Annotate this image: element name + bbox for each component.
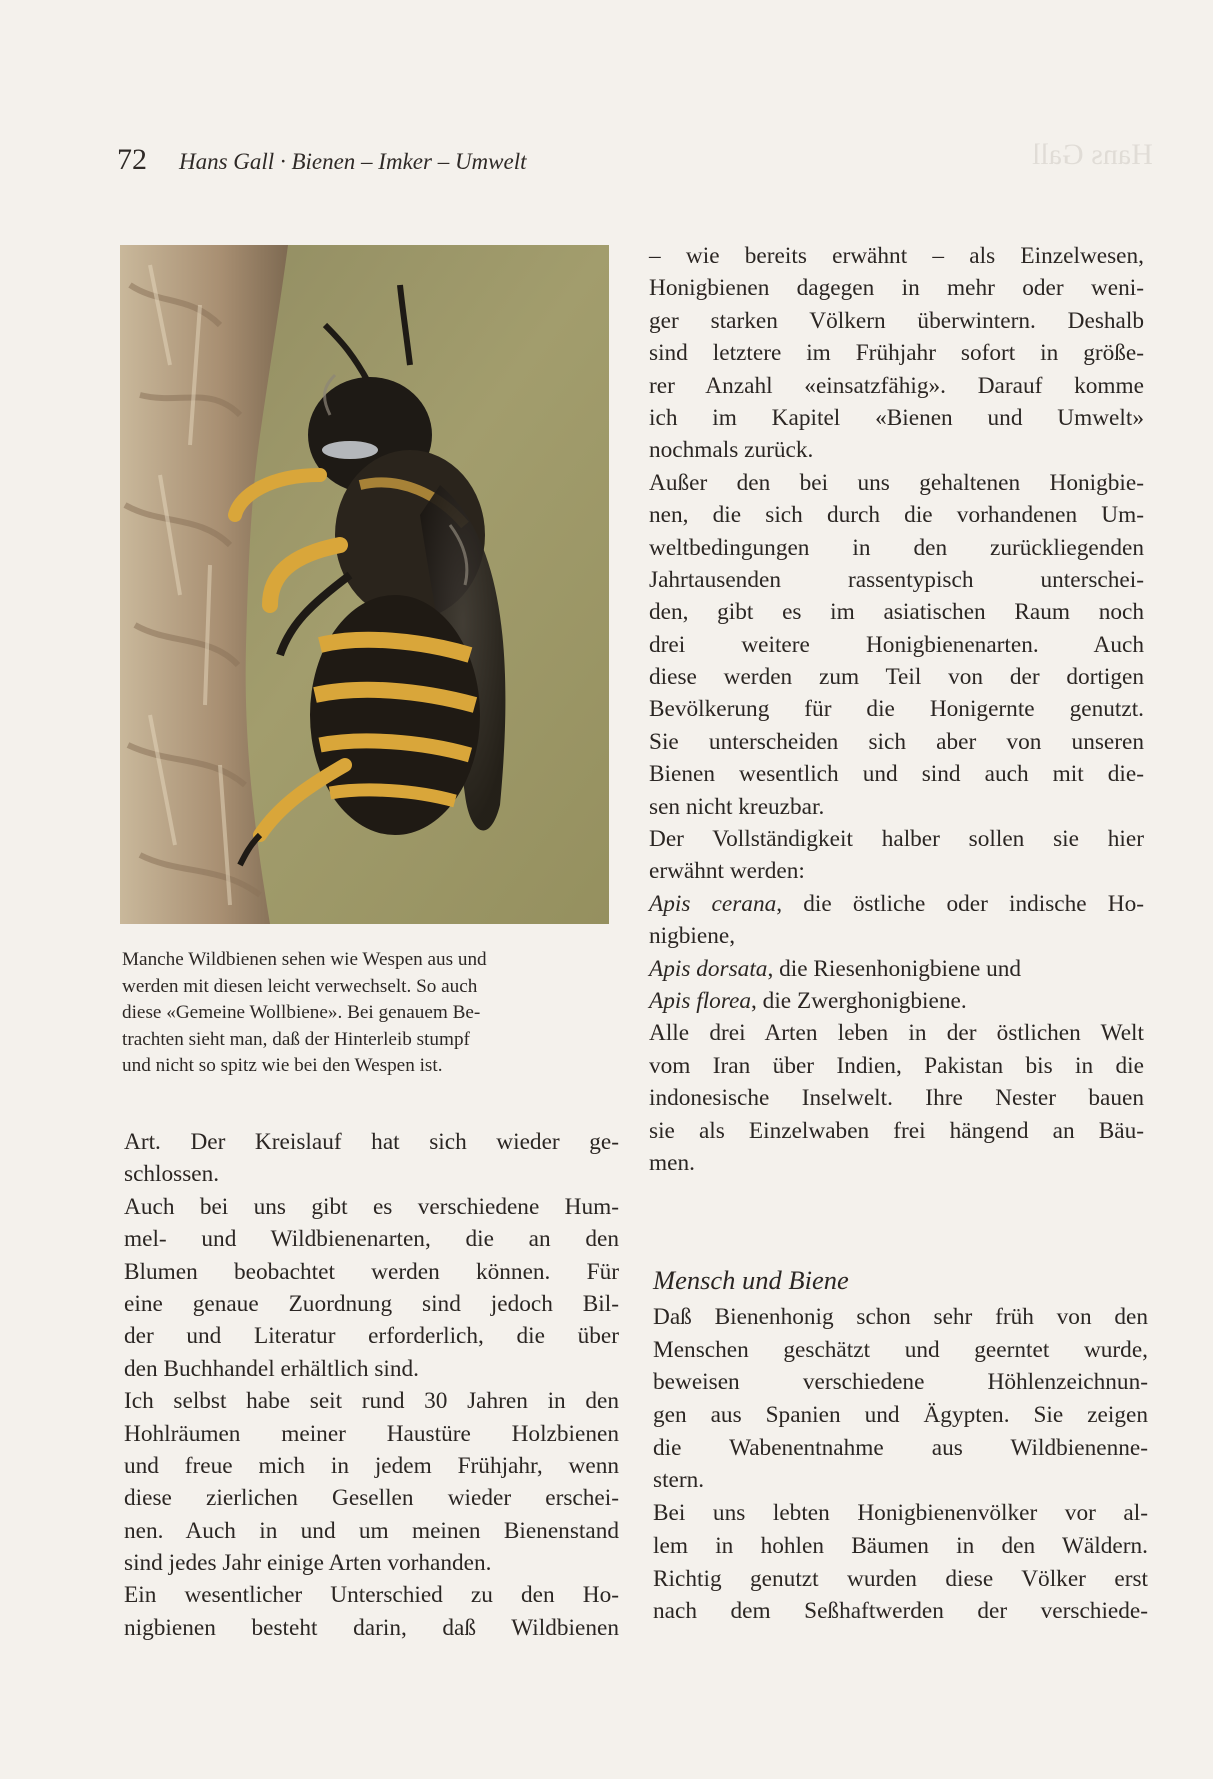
text-line: Ich selbst habe seit rund 30 Jahren in den bbox=[124, 1388, 619, 1415]
text-line: – wie bereits erwähnt – als Einzelwesen, bbox=[649, 243, 1144, 269]
text-line: sind letztere im Frühjahr sofort in größe- bbox=[649, 340, 1144, 367]
text-line: sind jedes Jahr einige Arten vorhanden. bbox=[124, 1550, 492, 1577]
species-name: Apis dorsata bbox=[649, 955, 768, 982]
caption-line: werden mit diesen leicht verwechselt. So auch bbox=[122, 975, 478, 997]
right-column-text bbox=[649, 240, 1144, 1179]
text-line: nen. Auch in und um meinen Bienenstand bbox=[124, 1517, 619, 1544]
text-line: Honigbienen dagegen in mehr oder weni- bbox=[649, 275, 1144, 302]
text-line: Bevölkerung für die Honigernte genutzt. bbox=[649, 696, 1144, 723]
text-line: lem in hohlen Bäumen in den Wäldern. bbox=[653, 1532, 1148, 1559]
text-line: Richtig genutzt wurden diese Völker erst bbox=[653, 1565, 1148, 1592]
text-line: nach dem Seßhaftwerden der verschiede- bbox=[653, 1598, 1148, 1625]
species-description: nigbiene, bbox=[649, 923, 736, 950]
species-description: , die Riesenhonigbiene und bbox=[767, 955, 1022, 982]
text-line: weltbedingungen in den zurückliegenden bbox=[649, 534, 1144, 561]
text-line: den, gibt es im asiatischen Raum noch bbox=[649, 599, 1144, 626]
caption-line: diese «Gemeine Wollbiene». Bei genauem Be- bbox=[122, 1002, 481, 1024]
species-line bbox=[649, 953, 1144, 985]
text-line: Auch bei uns gibt es verschiedene Hum- bbox=[124, 1193, 619, 1220]
text-line: der und Literatur erforderlich, die über bbox=[124, 1323, 619, 1350]
text-line: Ein wesentlicher Unterschied zu den Ho- bbox=[124, 1582, 619, 1609]
bleed-through-text: Hans Gall bbox=[1032, 138, 1153, 171]
text-line: Daß Bienenhonig schon sehr früh von den bbox=[653, 1304, 1148, 1330]
text-line: und freue mich in jedem Frühjahr, wenn bbox=[124, 1452, 619, 1479]
text-line: erwähnt werden: bbox=[649, 858, 805, 885]
text-line: Menschen geschätzt und geerntet wurde, bbox=[653, 1336, 1148, 1363]
text-line: Alle drei Arten leben in der östlichen Welt bbox=[649, 1020, 1144, 1047]
species-name: Apis florea bbox=[649, 987, 752, 1014]
section-text bbox=[653, 1301, 1148, 1628]
text-line: nochmals zurück. bbox=[649, 437, 814, 464]
text-line: nen, die sich durch die vorhandenen Um- bbox=[649, 502, 1144, 529]
text-line: indonesische Inselwelt. Ihre Nester bauen bbox=[649, 1085, 1144, 1112]
text-line: Der Vollständigkeit halber sollen sie hier bbox=[649, 826, 1144, 853]
figure-caption bbox=[122, 947, 612, 1080]
text-line: drei weitere Honigbienenarten. Auch bbox=[649, 631, 1144, 658]
species-line bbox=[649, 888, 1144, 920]
page-number: 72 bbox=[117, 143, 147, 176]
text-line: nigbienen besteht darin, daß Wildbienen bbox=[124, 1614, 619, 1641]
bee-photo bbox=[120, 245, 609, 924]
text-line: men. bbox=[649, 1149, 695, 1176]
text-line: den Buchhandel erhältlich sind. bbox=[124, 1355, 420, 1382]
text-line: Bei uns lebten Honigbienenvölker vor al- bbox=[653, 1500, 1148, 1527]
text-line: ger starken Völkern überwintern. Deshalb bbox=[649, 307, 1144, 334]
text-line: Hohlräumen meiner Haustüre Holzbienen bbox=[124, 1420, 619, 1447]
species-line bbox=[649, 985, 1144, 1017]
text-line: Blumen beobachtet werden können. Für bbox=[124, 1258, 619, 1285]
caption-line: Manche Wildbienen sehen wie Wespen aus und bbox=[122, 949, 487, 970]
text-line: diese werden zum Teil von der dortigen bbox=[649, 664, 1144, 691]
left-column-text bbox=[124, 1126, 619, 1644]
text-line: mel- und Wildbienenarten, die an den bbox=[124, 1226, 619, 1253]
species-description: , die östliche oder indische Ho- bbox=[776, 890, 1144, 917]
text-line: Bienen wesentlich und sind auch mit die- bbox=[649, 761, 1144, 788]
text-line: stern. bbox=[653, 1467, 705, 1494]
text-line: diese zierlichen Gesellen wieder erschei- bbox=[124, 1485, 619, 1512]
running-head: Hans Gall · Bienen – Imker – Umwelt bbox=[179, 149, 527, 174]
species-description: , die Zwerghonigbiene. bbox=[751, 987, 967, 1014]
text-line: schlossen. bbox=[124, 1161, 220, 1188]
text-line: sie als Einzelwaben frei hängend an Bäu- bbox=[649, 1117, 1144, 1144]
text-line: rer Anzahl «einsatzfähig». Darauf komme bbox=[649, 372, 1144, 399]
text-line: sen nicht kreuzbar. bbox=[649, 793, 825, 820]
section-heading: Mensch und Biene bbox=[653, 1265, 849, 1295]
caption-line: und nicht so spitz wie bei den Wespen ist. bbox=[122, 1055, 443, 1077]
text-line: Außer den bei uns gehaltenen Honigbie- bbox=[649, 469, 1144, 496]
text-line: vom Iran über Indien, Pakistan bis in die bbox=[649, 1052, 1144, 1079]
species-line bbox=[649, 920, 1144, 952]
text-line: eine genaue Zuordnung sind jedoch Bil- bbox=[124, 1290, 619, 1317]
caption-line: trachten sieht man, daß der Hinterleib stumpf bbox=[122, 1028, 470, 1050]
species-name: Apis cerana bbox=[649, 890, 777, 917]
text-line: beweisen verschiedene Höhlenzeichnun- bbox=[653, 1369, 1148, 1396]
text-line: Art. Der Kreislauf hat sich wieder ge- bbox=[124, 1129, 619, 1155]
page-header bbox=[117, 143, 527, 177]
text-line: Jahrtausenden rassentypisch unterschei- bbox=[649, 566, 1144, 593]
text-line: gen aus Spanien und Ägypten. Sie zeigen bbox=[653, 1402, 1148, 1429]
text-line: ich im Kapitel «Bienen und Umwelt» bbox=[649, 404, 1144, 431]
text-line: die Wabenentnahme aus Wildbienenne- bbox=[653, 1434, 1148, 1461]
text-line: Sie unterscheiden sich aber von unseren bbox=[649, 728, 1144, 755]
